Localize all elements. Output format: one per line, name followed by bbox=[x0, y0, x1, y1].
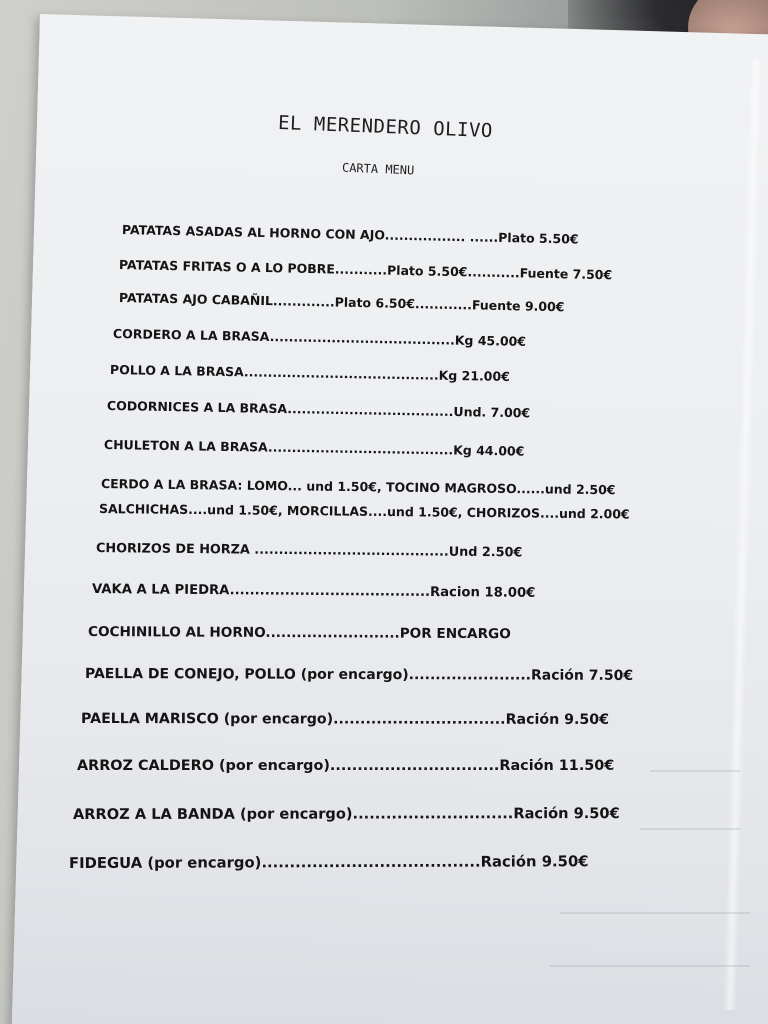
menu-item: POLLO A LA BRASA.........................................Kg 21.00€ bbox=[109, 362, 510, 384]
menu-item: COCHINILLO AL HORNO..........................POR ENCARGO bbox=[87, 624, 511, 643]
show-through-line bbox=[650, 770, 740, 772]
menu-item: PATATAS FRITAS O A LO POBRE...........Plato 5.50€...........Fuente 7.50€ bbox=[118, 257, 613, 283]
menu-item: PATATAS AJO CABAÑIL.............Plato 6.50€............Fuente 9.00€ bbox=[118, 290, 565, 315]
show-through-line bbox=[640, 828, 740, 830]
menu-item: CORDERO A LA BRASA.......................................Kg 45.00€ bbox=[112, 326, 527, 349]
menu-subtitle: CARTA MENU bbox=[341, 160, 415, 178]
menu-item: CODORNICES A LA BRASA...................................Und. 7.00€ bbox=[106, 398, 531, 421]
menu-item: PAELLA DE CONEJO, POLLO (por encargo).......................Ración 7.50€ bbox=[84, 666, 634, 684]
menu-item: ARROZ A LA BANDA (por encargo).............................Ración 9.50€ bbox=[72, 805, 620, 823]
menu-item: CHORIZOS DE HORZA ........................................Und 2.50€ bbox=[95, 541, 523, 561]
show-through-line bbox=[560, 912, 750, 914]
show-through-line bbox=[550, 965, 750, 967]
menu-item: PATATAS ASADAS AL HORNO CON AJO................. ......Plato 5.50€ bbox=[121, 222, 579, 247]
menu-item: ARROZ CALDERO (por encargo)...............................Ración 11.50€ bbox=[77, 758, 615, 774]
menu-item: VAKA A LA PIEDRA........................................Racion 18.00€ bbox=[91, 582, 536, 601]
menu-item: CERDO A LA BRASA: LOMO... und 1.50€, TOCINO MAGROSO......und 2.50€ bbox=[100, 476, 616, 498]
menu-item: PAELLA MARISCO (por encargo)................................Ración 9.50€ bbox=[80, 711, 610, 728]
menu-item: SALCHICHAS....und 1.50€, MORCILLAS....und 1.50€, CHORIZOS....und 2.00€ bbox=[98, 501, 630, 522]
menu-item: FIDEGUA (por encargo).......................................Ración 9.50€ bbox=[68, 853, 589, 872]
menu-item: CHULETON A LA BRASA.......................................Kg 44.00€ bbox=[103, 437, 525, 459]
restaurant-title: EL MERENDERO OLIVO bbox=[277, 111, 494, 143]
